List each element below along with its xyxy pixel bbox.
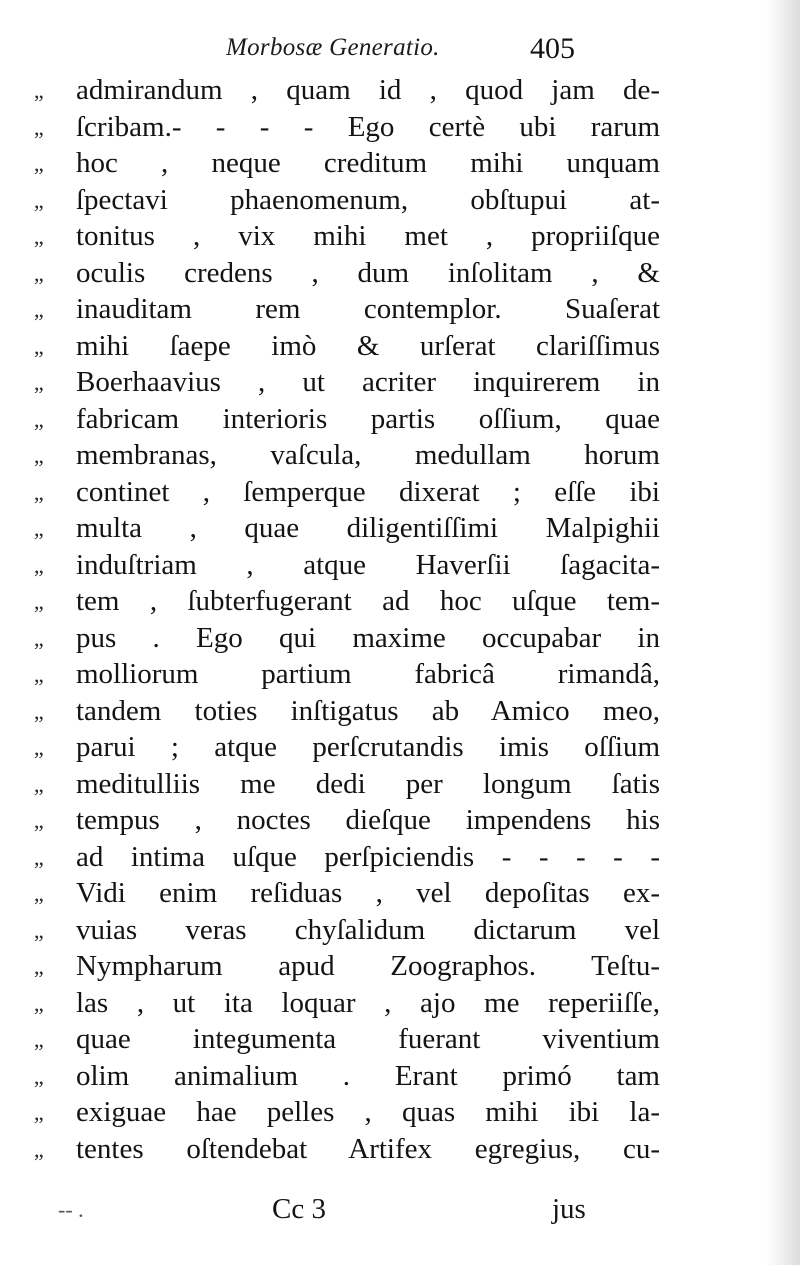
text-line [34,912,660,949]
line-text: continet , ſemperque dixerat ; eſſe ibi [76,475,660,508]
quotation-mark: ,, [34,954,43,979]
quotation-mark: ,, [34,625,43,651]
text-line [34,437,660,474]
quotation-mark: ,, [34,443,43,468]
line-text: las , ut ita loquar , ajo me reperiiſſe, [76,986,660,1019]
line-text: mihi ſaepe imò & urſerat clariſſimus [76,329,660,362]
text-line [34,364,660,401]
line-text: olim animalium . Erant primó tam [76,1059,660,1092]
line-text: membranas, vaſcula, medullam horum [76,439,660,471]
text-line [34,218,660,255]
line-text: quae integumenta fuerant viventium [76,1023,660,1055]
line-text: Nympharum apud Zoographos. Teſtu- [76,950,660,982]
quotation-mark: ,, [34,78,43,103]
page-footer [0,1193,800,1233]
text-line [34,620,660,657]
quotation-mark: ,, [34,662,43,687]
quotation-mark: ,, [34,297,43,322]
text-line [34,948,660,985]
line-text: meditulliis me dedi per longum ſatis [76,767,660,800]
quotation-mark: ,, [34,917,43,943]
text-line [34,583,660,620]
line-text: vuias veras chyſalidum dictarum vel [76,913,660,946]
text-line [34,291,660,328]
text-line [34,1131,660,1168]
line-text: admirandum , quam id , quod jam de- [76,74,660,106]
line-text: ad intima uſque perſpiciendis - - - - - [76,840,660,873]
text-line [34,255,660,292]
text-line [34,1094,660,1131]
quotation-mark: ,, [34,224,43,249]
text-line [34,1021,660,1058]
quotation-mark: ,, [34,516,43,541]
quotation-mark: ,, [34,406,43,432]
line-text: hoc , neque creditum mihi unquam [76,147,660,179]
line-text: molliorum partium fabricâ rimandâ, [76,658,660,690]
text-line [34,401,660,438]
text-line [34,474,660,511]
text-line [34,72,660,109]
line-text: induſtriam , atque Haverſii ſagacita- [76,548,660,581]
quotation-mark: ,, [34,735,43,760]
text-line [34,729,660,766]
page-number: 405 [530,32,575,65]
line-text: parui ; atque perſcrutandis imis oſſium [76,731,660,763]
running-title: Morbosæ Generatio. [226,34,440,61]
line-text: ſcribam.- - - - Ego certè ubi rarum [76,110,660,143]
quotation-mark: ,, [34,698,43,724]
quotation-mark: ,, [34,552,43,578]
text-line [34,109,660,146]
text-line [34,656,660,693]
quotation-mark: ,, [34,114,43,140]
line-text: tonitus , vix mihi met , propriiſque [76,220,660,252]
line-text: tempus , noctes dieſque impendens his [76,804,660,836]
text-line [34,182,660,219]
text-line [34,547,660,584]
line-text: ſpectavi phaenomenum, obſtupui at- [76,183,660,216]
quotation-mark: ,, [34,333,43,359]
quotation-mark: ,, [34,260,43,286]
quotation-mark: ,, [34,844,43,870]
footer-dash-mark: -- . [58,1197,84,1222]
catchword: jus [552,1193,586,1225]
quotation-mark: ,, [34,771,43,797]
body-text [34,72,660,1167]
text-line [34,875,660,912]
line-text: inauditam rem contemplor. Suaſerat [76,293,660,325]
quotation-mark: ,, [34,1063,43,1089]
line-text: multa , quae diligentiſſimi Malpighii [76,512,660,544]
quotation-mark: ,, [34,881,43,906]
quotation-mark: ,, [34,479,43,505]
quotation-mark: ,, [34,151,43,176]
text-line [34,985,660,1022]
quotation-mark: ,, [34,370,43,395]
quotation-mark: ,, [34,187,43,213]
line-text: Boerhaavius , ut acriter inquirerem in [76,366,660,398]
quotation-mark: ,, [34,990,43,1016]
signature-mark: Cc 3 [272,1193,326,1225]
quotation-mark: ,, [34,1100,43,1125]
line-text: tem , ſubterfugerant ad hoc uſque tem- [76,585,660,617]
line-text: Vidi enim reſiduas , vel depoſitas ex- [76,877,660,909]
text-line [34,766,660,803]
line-text: oculis credens , dum inſolitam , & [76,256,660,289]
line-text: tandem toties inſtigatus ab Amico meo, [76,694,660,727]
text-line [34,328,660,365]
line-text: fabricam interioris partis oſſium, quae [76,402,660,435]
text-line [34,510,660,547]
line-text: tentes oſtendebat Artifex egregius, cu- [76,1132,660,1165]
quotation-mark: ,, [34,808,43,833]
line-text: pus . Ego qui maxime occupabar in [76,621,660,654]
page-gutter-shadow [766,0,800,1265]
page-header [0,30,800,74]
quotation-mark: ,, [34,589,43,614]
text-line [34,839,660,876]
line-text: exiguae hae pelles , quas mihi ibi la- [76,1096,660,1128]
text-line [34,1058,660,1095]
text-line [34,145,660,182]
text-line [34,802,660,839]
quotation-mark: ,, [34,1136,43,1162]
quotation-mark: ,, [34,1027,43,1052]
text-line [34,693,660,730]
